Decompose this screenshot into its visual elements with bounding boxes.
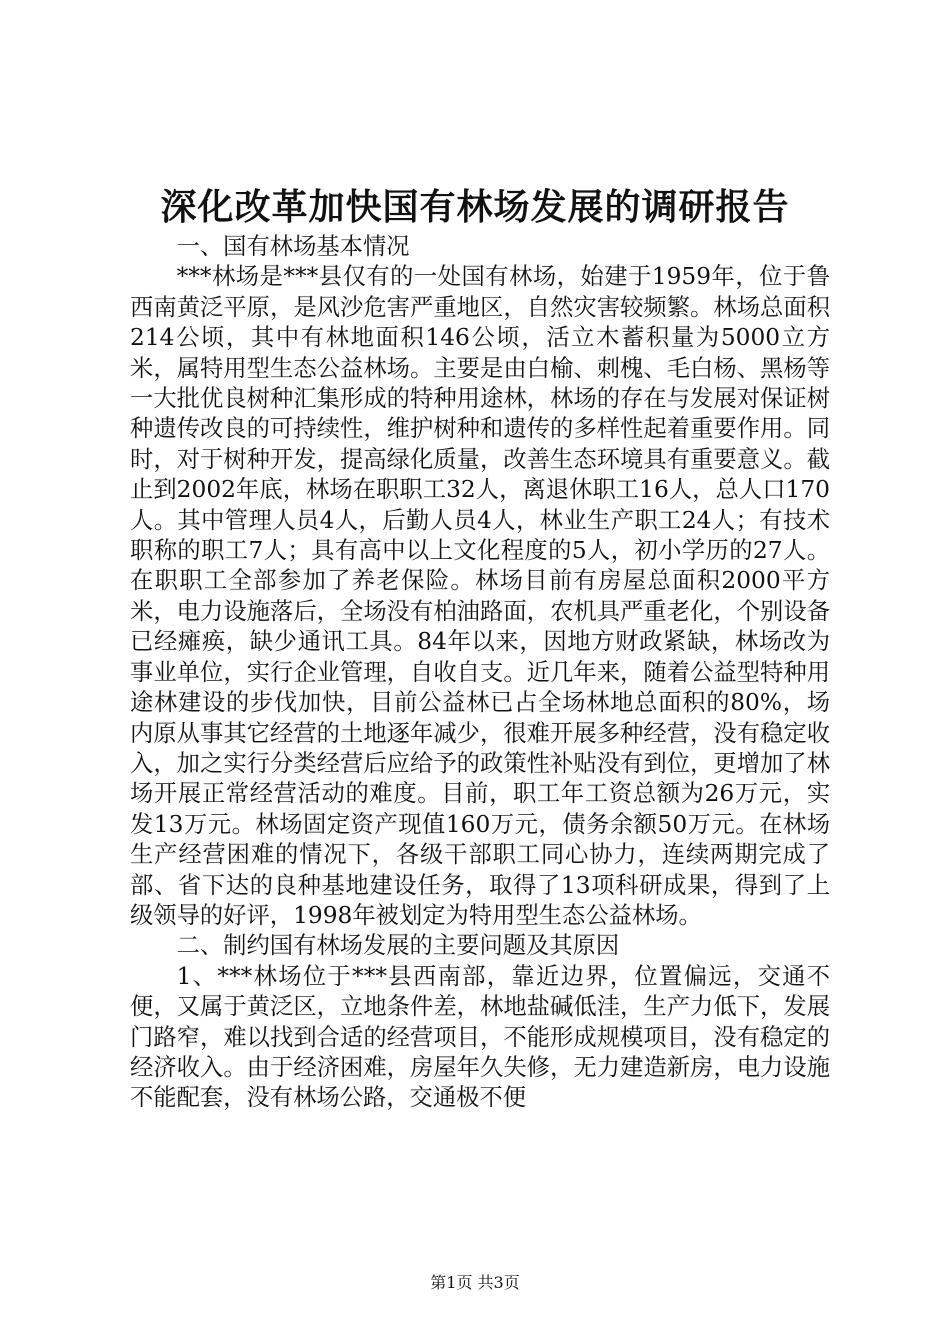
paragraph-basic-info: ***林场是***县仅有的一处国有林场，始建于1959年，位于鲁西南黄泛平原，是风沙危害严重地区，自然灾害较频繁。林场总面积214公顷，其中有林地面积146公顷，活立木蓄积量为5000立方米，属特用型生态公益林场。主要是由白榆、刺槐、毛白杨、黑杨等一大批优良树种汇集形成的特种用途林，林场的存在与发展对保证树种遗传改良的可持续性，维护树种和遗传的多样性起着重要作用。同时，对于树种开发，提高绿化质量，改善生态环境具有重要意义。截止到2002年底，林场在职职工32人，离退休职工16人，总人口170人。其中管理人员4人，后勤人员4人，林业生产职工24人；有技术职称的职工7人；具有高中以上文化程度的5人，初小学历的27人。在职职工全部参加了养老保险。林场目前有房屋总面积2000平方米，电力设施落后，全场没有柏油路面，农机具严重老化，个别设备已经瘫痪，缺少通讯工具。84年以来，因地方财政紧缺，林场改为事业单位，实行企业管理，自收自支。近几年来，随着公益型特种用途林建设的步伐加快，目前公益林已占全场林地总面积的80%，场内原从事其它经营的土地逐年减少，很难开展多种经营，没有稳定收入，加之实行分类经营后应给予的政策性补贴没有到位，更增加了林场开展正常经营活动的难度。目前，职工年工资总额为26万元，实发13万元。林场固定资产现值160万元，债务余额50万元。在林场生产经营困难的情况下，各级干部职工同心协力，连续两期完成了部、省下达的良种基地建设任务，取得了13项科研成果，得到了上级领导的好评，1998年被划定为特用型生态公益林场。 — [130, 263, 830, 929]
section-heading-2: 二、制约国有林场发展的主要问题及其原因 — [176, 932, 620, 960]
document-body — [130, 232, 830, 1114]
section-heading-1: 一、国有林场基本情况 — [176, 233, 410, 260]
paragraph-problem-1: 1、***林场位于***县西南部，靠近边界，位置偏远，交通不便，又属于黄泛区，立地条件差，林地盐碱低洼，生产力低下，发展门路窄，难以找到合适的经营项目，不能形成规模项目，没有稳定的经济收入。由于经济困难，房屋年久失修，无力建造新房，电力设施不能配套，没有林场公路，交通极不便 — [130, 962, 830, 1112]
document-title: 深化改革加快国有林场发展的调研报告 — [160, 186, 790, 228]
page-footer: 第1页 共3页 — [430, 1273, 520, 1292]
